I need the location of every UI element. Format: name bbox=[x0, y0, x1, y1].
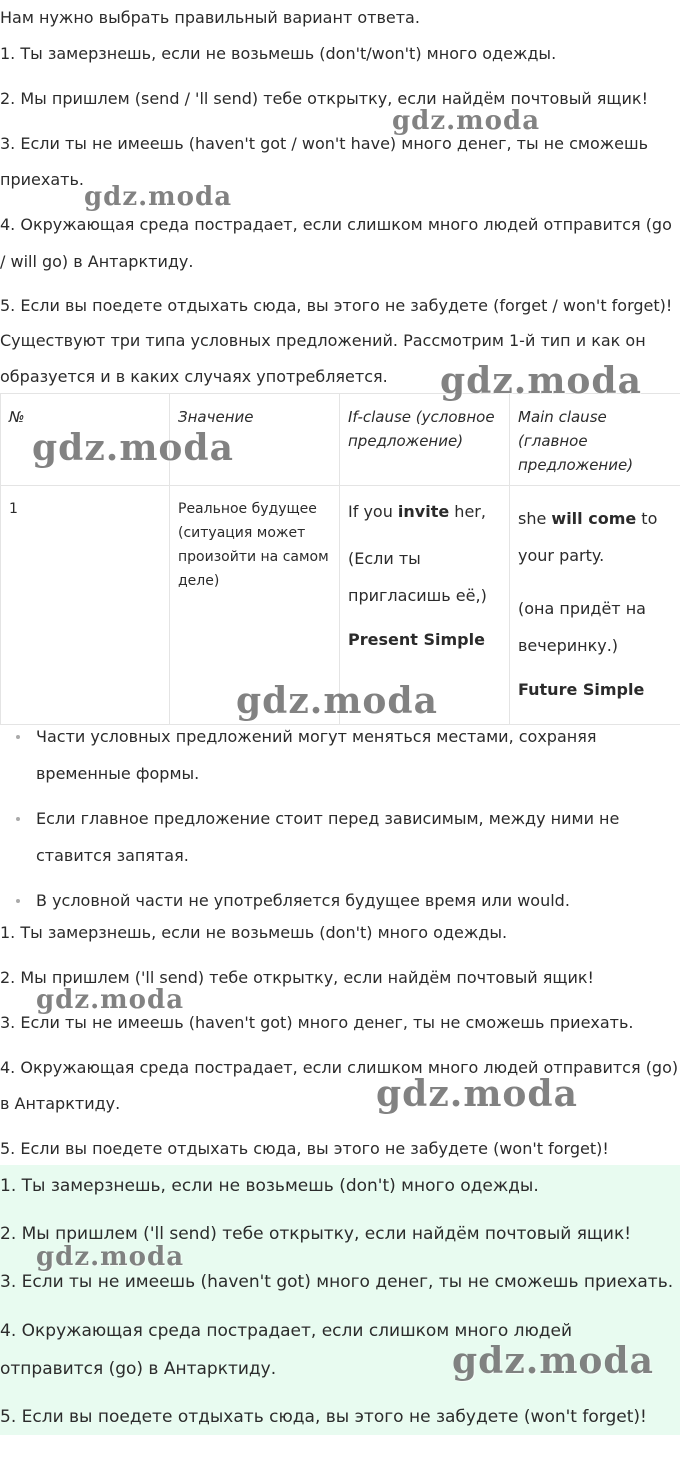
answer-3: 3. Если ты не имеешь (haven't got) много денег, ты не сможешь приехать. bbox=[0, 1013, 634, 1032]
if-tense: Present Simple bbox=[348, 630, 485, 649]
bullet-dot bbox=[16, 817, 20, 821]
final-answer-4-cont: отправится (go) в Антарктиду. bbox=[0, 1359, 277, 1379]
task-item-5: 5. Если вы поедете отдыхать сюда, вы этого не забудете (forget / won't forget)! bbox=[0, 296, 673, 315]
final-answer-1: 1. Ты замерзнешь, если не возьмешь (don't) много одежды. bbox=[0, 1176, 539, 1196]
main-tense: Future Simple bbox=[518, 680, 645, 699]
task-item-2: 2. Мы пришлем (send / 'll send) тебе открытку, если найдём почтовый ящик! bbox=[0, 89, 648, 108]
task-item-4: 4. Окружающая среда пострадает, если слишком много людей отправится (go bbox=[0, 215, 672, 234]
explanation-line-1: Существуют три типа условных предложений. Рассмотрим 1-й тип и как он bbox=[0, 331, 646, 350]
watermark: gdz.moda bbox=[236, 680, 438, 722]
header-main-clause: Main clause (главное предложение) bbox=[510, 394, 680, 486]
list-item-text: Части условных предложений могут меняться местами, сохраняя bbox=[36, 727, 597, 746]
task-item-3: 3. Если ты не имеешь (haven't got / won't have) много денег, ты не сможешь bbox=[0, 134, 649, 153]
bullet-dot bbox=[16, 735, 20, 739]
answer-block bbox=[0, 1165, 680, 1435]
task-intro: Нам нужно выбрать правильный вариант ответа. bbox=[0, 8, 420, 27]
if-example-end: her, bbox=[449, 502, 486, 521]
answer-4-cont: в Антарктиду. bbox=[0, 1094, 121, 1113]
bullet-dot bbox=[16, 899, 20, 903]
list-item bbox=[0, 718, 680, 792]
answer-5: 5. Если вы поедете отдыхать сюда, вы этого не забудете (won't forget)! bbox=[0, 1139, 609, 1158]
header-number: № bbox=[1, 394, 170, 486]
watermark: gdz.moda bbox=[36, 985, 185, 1015]
main-example-end: to your party. bbox=[518, 509, 658, 565]
rules-list bbox=[0, 718, 680, 919]
main-example-verb: will come bbox=[551, 509, 637, 528]
watermark: gdz.moda bbox=[376, 1073, 578, 1115]
cell-meaning: Реальное будущее (ситуация может произойти на самом деле) bbox=[170, 486, 340, 725]
final-answer-2: 2. Мы пришлем ('ll send) тебе открытку, если найдём почтовый ящик! bbox=[0, 1224, 632, 1244]
list-item-text: ставится запятая. bbox=[36, 846, 189, 865]
watermark: gdz.moda bbox=[84, 182, 233, 212]
task-item-3-cont: приехать. bbox=[0, 170, 84, 189]
watermark: gdz.moda bbox=[392, 106, 541, 136]
if-example-start: If you bbox=[348, 502, 398, 521]
answer-4: 4. Окружающая среда пострадает, если слишком много людей отправится (go) bbox=[0, 1058, 679, 1077]
watermark: gdz.moda bbox=[36, 1242, 185, 1272]
final-answer-3: 3. Если ты не имеешь (haven't got) много денег, ты не сможешь приехать. bbox=[0, 1272, 674, 1292]
final-answer-4: 4. Окружающая среда пострадает, если слишком много людей bbox=[0, 1321, 573, 1341]
list-item-text: временные формы. bbox=[36, 764, 200, 783]
explanation-line-2: образуется и в каких случаях употребляется. bbox=[0, 367, 388, 386]
main-translation: (она придёт на вечеринку.) bbox=[518, 599, 646, 655]
if-example-verb: invite bbox=[397, 502, 450, 521]
answer-1: 1. Ты замерзнешь, если не возьмешь (don't) много одежды. bbox=[0, 923, 508, 942]
header-meaning: Значение bbox=[170, 394, 340, 486]
final-answer-5: 5. Если вы поедете отдыхать сюда, вы этого не забудете (won't forget)! bbox=[0, 1407, 647, 1427]
list-item-text: Если главное предложение стоит перед зависимым, между ними не bbox=[36, 809, 620, 828]
if-translation: (Если ты пригласишь её,) bbox=[348, 549, 487, 605]
watermark: gdz.moda bbox=[440, 360, 642, 402]
cell-number: 1 bbox=[1, 486, 170, 725]
main-example-start: she bbox=[518, 509, 552, 528]
watermark: gdz.moda bbox=[32, 427, 234, 469]
cell-main-clause bbox=[510, 486, 680, 725]
list-item bbox=[0, 800, 680, 874]
list-item bbox=[0, 882, 680, 919]
watermark: gdz.moda bbox=[452, 1340, 654, 1382]
task-item-1: 1. Ты замерзнешь, если не возьмешь (don't/won't) много одежды. bbox=[0, 44, 557, 63]
header-if-clause: If-clause (условное предложение) bbox=[340, 394, 510, 486]
list-item-text: В условной части не употребляется будущее время или would. bbox=[36, 891, 570, 910]
answer-2: 2. Мы пришлем ('ll send) тебе открытку, если найдём почтовый ящик! bbox=[0, 968, 594, 987]
task-item-4-cont: / will go) в Антарктиду. bbox=[0, 252, 194, 271]
